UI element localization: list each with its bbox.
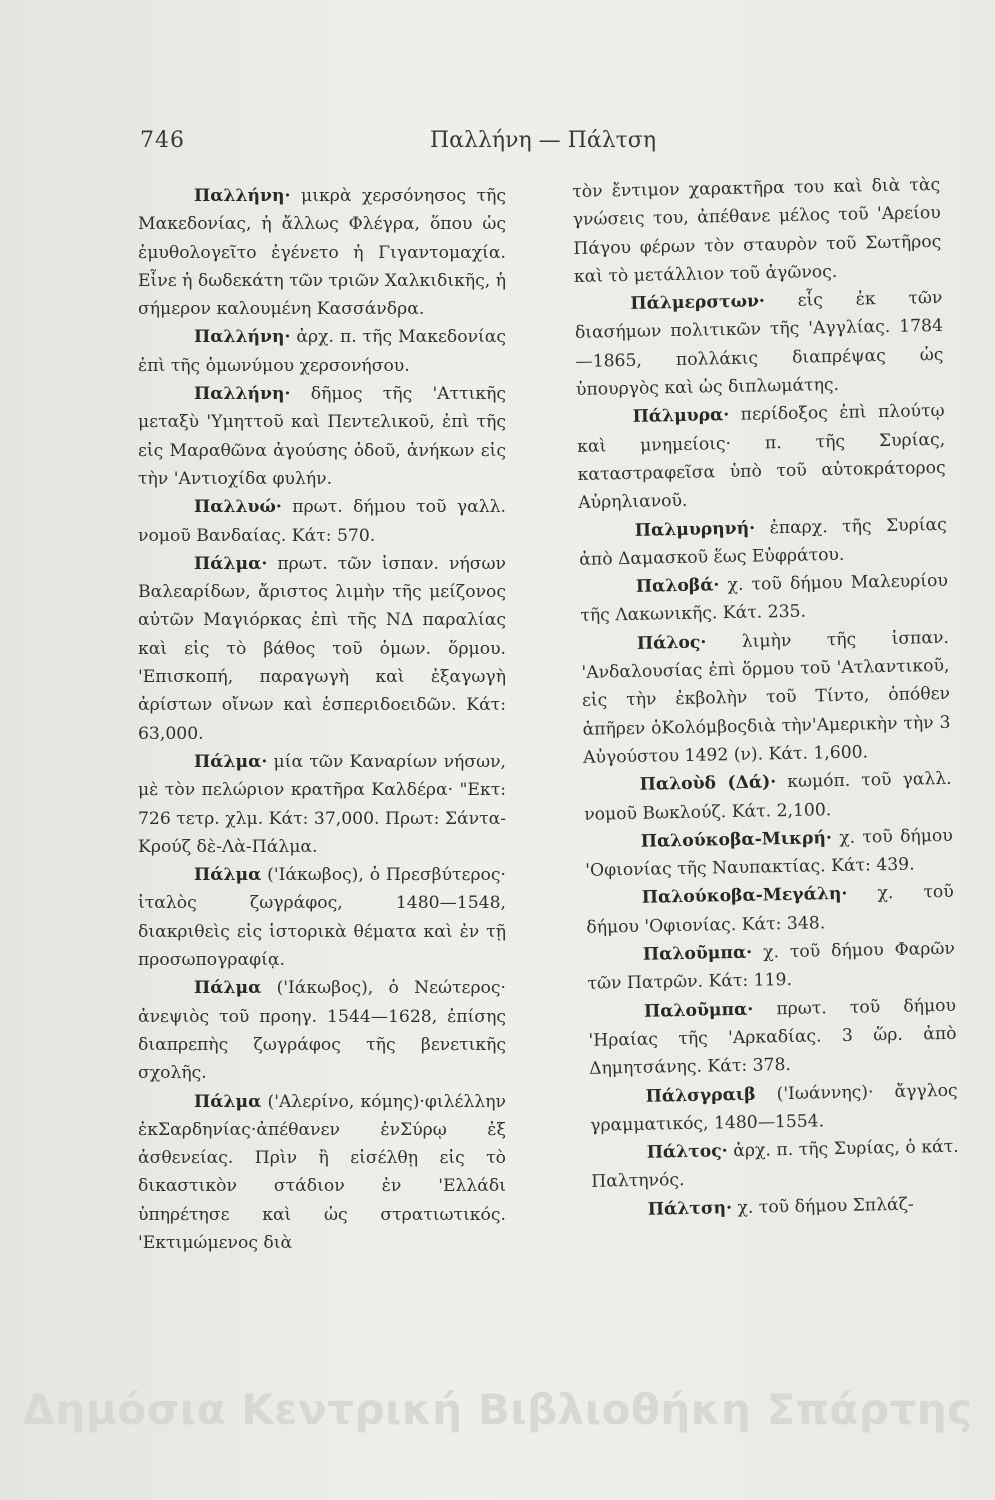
entry-lemma: Παλούκοβα-Μεγάλη·	[641, 884, 848, 909]
entry-text: ('Ιάκωβος), ὁ Πρεσβύτερος· ἰταλὸς ζωγράφος, 1480—1548, διακριθεὶς εἰς ἱστορικὰ θέματα καὶ ἐν τῇ προσωπογραφίᾳ.	[138, 865, 506, 971]
entry-palsgrave	[589, 1076, 958, 1140]
entry-pallini-deme	[138, 380, 506, 493]
entry-lemma: Πάλμα·	[194, 751, 268, 772]
entry-paloukova-mikri	[584, 822, 953, 886]
entry-lemma: Παλλήνη·	[194, 384, 291, 405]
entry-pallini-peninsula	[138, 182, 506, 323]
page-header	[0, 128, 995, 168]
entry-text: πρωτ. τῶν ἱσπαν. νήσων Βαλεαρίδων, ἄριστος λιμὴν τῆς μείζονος αὐτῶν Μαγιόρκας ἐπὶ τῆς ΝΔ παραλίας καὶ εἰς τὸ βάθος τοῦ ὁμων. ὅρμου. 'Επισκοπή, παραγωγὴ καὶ ἐξαγωγὴ ἀρίστων οἴνων καὶ ἑσπεριδοειδῶν. Κάτ: 63,000.	[138, 553, 506, 744]
entry-text: εἷς ἐκ τῶν διασήμων πολιτικῶν τῆς 'Αγγλίας. 1784—1865, πολλάκις διαπρέψας ὡς ὑπουργὸς καὶ ὡς διπλωμάτης.	[574, 288, 944, 401]
entry-paltsi	[592, 1189, 960, 1224]
entry-palma-younger	[138, 974, 506, 1087]
entry-lemma: Πάλμα·	[194, 553, 268, 574]
entry-palos	[581, 624, 952, 773]
entry-text: πρωτ. δήμου τοῦ γαλλ. νομοῦ Βανδαίας. Κάτ: 570.	[138, 497, 506, 546]
entry-lemma: Πάλμα	[194, 1091, 262, 1112]
entry-lemma: Παλλυώ·	[194, 497, 282, 518]
entry-palud	[583, 765, 952, 829]
entry-pallyo	[138, 493, 506, 550]
entry-text: χ. τοῦ δήμου Φαρῶν τῶν Πατρῶν. Κάτ: 119.	[587, 938, 956, 995]
entry-text: περίδοξος ἐπὶ πλούτῳ καὶ μνημείοις· π. τῆς Συρίας, καταστραφεῖσα ὑπὸ τοῦ αὐτοκράτορος Αὐρηλιανοῦ.	[576, 401, 946, 514]
entry-palma-canary	[138, 748, 506, 861]
page-number: 746	[140, 128, 185, 153]
entry-lemma: Παλοβά·	[635, 575, 720, 598]
entry-paloukova-megali	[586, 878, 955, 942]
entry-palmerston	[574, 284, 944, 404]
entry-text: ἀρχ. π. τῆς Μακεδονίας ἐπὶ τῆς ὁμωνύμου χερσονήσου.	[138, 327, 506, 376]
entry-text: πρωτ. τοῦ δήμου 'Ηραίας τῆς 'Αρκαδίας. 3 ὥρ. ἀπὸ Δημητσάνης. Κάτ: 378.	[588, 995, 957, 1080]
entry-paloumpa-iraias	[588, 991, 958, 1083]
entry-text: χ. τοῦ δήμου Σπλάζ-	[731, 1194, 914, 1218]
entry-text: κωμόπ. τοῦ γαλλ. νομοῦ Βωκλούζ. Κάτ. 2,100.	[584, 769, 952, 825]
running-title: Παλλήνη — Πάλτση	[430, 128, 657, 153]
right-column	[572, 171, 960, 1225]
entry-text: τὸν ἔντιμον χαρακτῆρα του καὶ διὰ τὰς γνώσεις του, ἀπέθανε μέλος τοῦ 'Αρείου Πάγου φέρων τὸν σταυρὸν τοῦ Σωτῆρος καὶ τὸ μετάλλιον τοῦ ἀγῶνος.	[572, 174, 942, 287]
entry-lemma: Πάλσγραιβ	[645, 1084, 756, 1107]
entry-text: χ. τοῦ δήμου 'Οφιονίας τῆς Ναυπακτίας. Κάτ: 439.	[585, 825, 953, 881]
entry-text: λιμὴν τῆς ἱσπαν. 'Ανδαλουσίας ἐπὶ ὅρμου τοῦ 'Ατλαντικοῦ, εἰς τὴν ἐκβολὴν τοῦ Τίντο, ὁπόθεν ἀπῆρεν ὁΚολόμβοςδιὰ τὴν'Αμερικὴν τὴν 3 Αὐγούστου 1492 (ν). Κάτ. 1,600.	[581, 627, 951, 768]
entry-lemma: Πάλτος·	[646, 1141, 728, 1163]
entry-palma-alerino	[138, 1088, 506, 1258]
entry-paloumpa-faron	[587, 935, 956, 999]
entry-text: μία τῶν Καναρίων νήσων, μὲ τὸν πελώριον κρατῆρα Καλδέρα· "Εκτ: 726 τετρ. χλμ. Κάτ: 37,000. Πρωτ: Σάντα-Κρούζ δὲ-Λὰ-Πάλμα.	[138, 751, 506, 857]
entry-lemma: Πάλμυρα·	[632, 405, 730, 428]
entry-lemma: Παλμυρηνή·	[634, 518, 756, 541]
entry-lemma: Παλλήνη·	[194, 327, 291, 348]
entry-text: χ. τοῦ δήμου Μαλευρίου τῆς Λακωνικῆς. Κάτ. 235.	[580, 571, 948, 627]
entry-paltos	[590, 1133, 959, 1197]
entry-lemma: Παλοὺδ (Δά)·	[639, 772, 777, 796]
entry-lemma: Πάλμα	[194, 865, 262, 886]
entry-lemma: Πάλτση·	[647, 1197, 733, 1220]
entry-lemma: Παλούκοβα-Μικρή·	[640, 827, 833, 852]
entry-text: ('Ιωάννης)· ἄγγλος γραμματικός, 1480—1554.	[590, 1080, 958, 1136]
entry-pallini-ancient-city	[138, 323, 506, 380]
entry-text: ἐπαρχ. τῆς Συρίας ἀπὸ Δαμασκοῦ ἕως Εὐφράτου.	[579, 514, 947, 570]
left-column	[138, 182, 506, 1257]
entry-continuation	[572, 171, 942, 291]
entry-lemma: Παλλήνη·	[194, 186, 291, 206]
entry-text: δῆμος τῆς 'Αττικῆς μεταξὺ 'Υμηττοῦ καὶ Πεντελικοῦ, ἐπὶ τῆς εἰς Μαραθῶνα ἀγούσης ὁδοῦ, ἀνήκων εἰς τὴν 'Αντιοχίδα φυλήν.	[138, 384, 506, 489]
entry-text: ('Αλερίνο, κόμης)·φιλέλλην ἐκΣαρδηνίας·ἀπέθανεν ἐνΣύρῳ ἐξ ἀσθενείας. Πρὶν ἢ εἰσέλθῃ εἰς τὸ δικαστικὸν στάδιον ἐν 'Ελλάδι ὑπηρέτησε καὶ ὡς στρατιωτικός. 'Εκτιμώμενος διὰ	[138, 1091, 506, 1253]
entry-text: μικρὰ χερσόνησος τῆς Μακεδονίας, ἡ ἄλλως Φλέγρα, ὅπου ὡς ἐμυθολογεῖτο ἐγένετο ἡ Γιγαντομαχία. Εἶνε ἡ δωδεκάτη τῶν τριῶν Χαλκιδικῆς, ἡ σήμερον καλουμένη Κασσάνδρα.	[138, 186, 507, 320]
entry-lemma: Πάλμερστων·	[630, 291, 766, 315]
entry-lemma: Πάλμα	[194, 978, 262, 999]
entry-palma-elder	[138, 861, 506, 974]
entry-palma-mallorca	[138, 550, 506, 748]
library-watermark: Δημόσια Κεντρική Βιβλιοθήκη Σπάρτης	[22, 1385, 973, 1434]
entry-palova	[580, 567, 949, 631]
entry-palmyra	[576, 397, 946, 517]
entry-text: ('Ιάκωβος), ὁ Νεώτερος· ἀνεψιὸς τοῦ προηγ. 1544—1628, ἐπίσης διαπρεπὴς ζωγράφος τῆς βενετικῆς σχολῆς.	[138, 978, 506, 1084]
entry-text: χ. τοῦ δήμου 'Οφιονίας. Κάτ: 348.	[586, 882, 954, 938]
entry-text: ἀρχ. π. τῆς Συρίας, ὁ κάτ. Παλτηνός.	[591, 1136, 959, 1193]
entry-lemma: Πάλος·	[636, 632, 707, 654]
entry-lemma: Παλοῦμπα·	[642, 942, 753, 965]
entry-lemma: Παλοῦμπα·	[643, 999, 754, 1022]
entry-palmyrene	[579, 510, 948, 574]
